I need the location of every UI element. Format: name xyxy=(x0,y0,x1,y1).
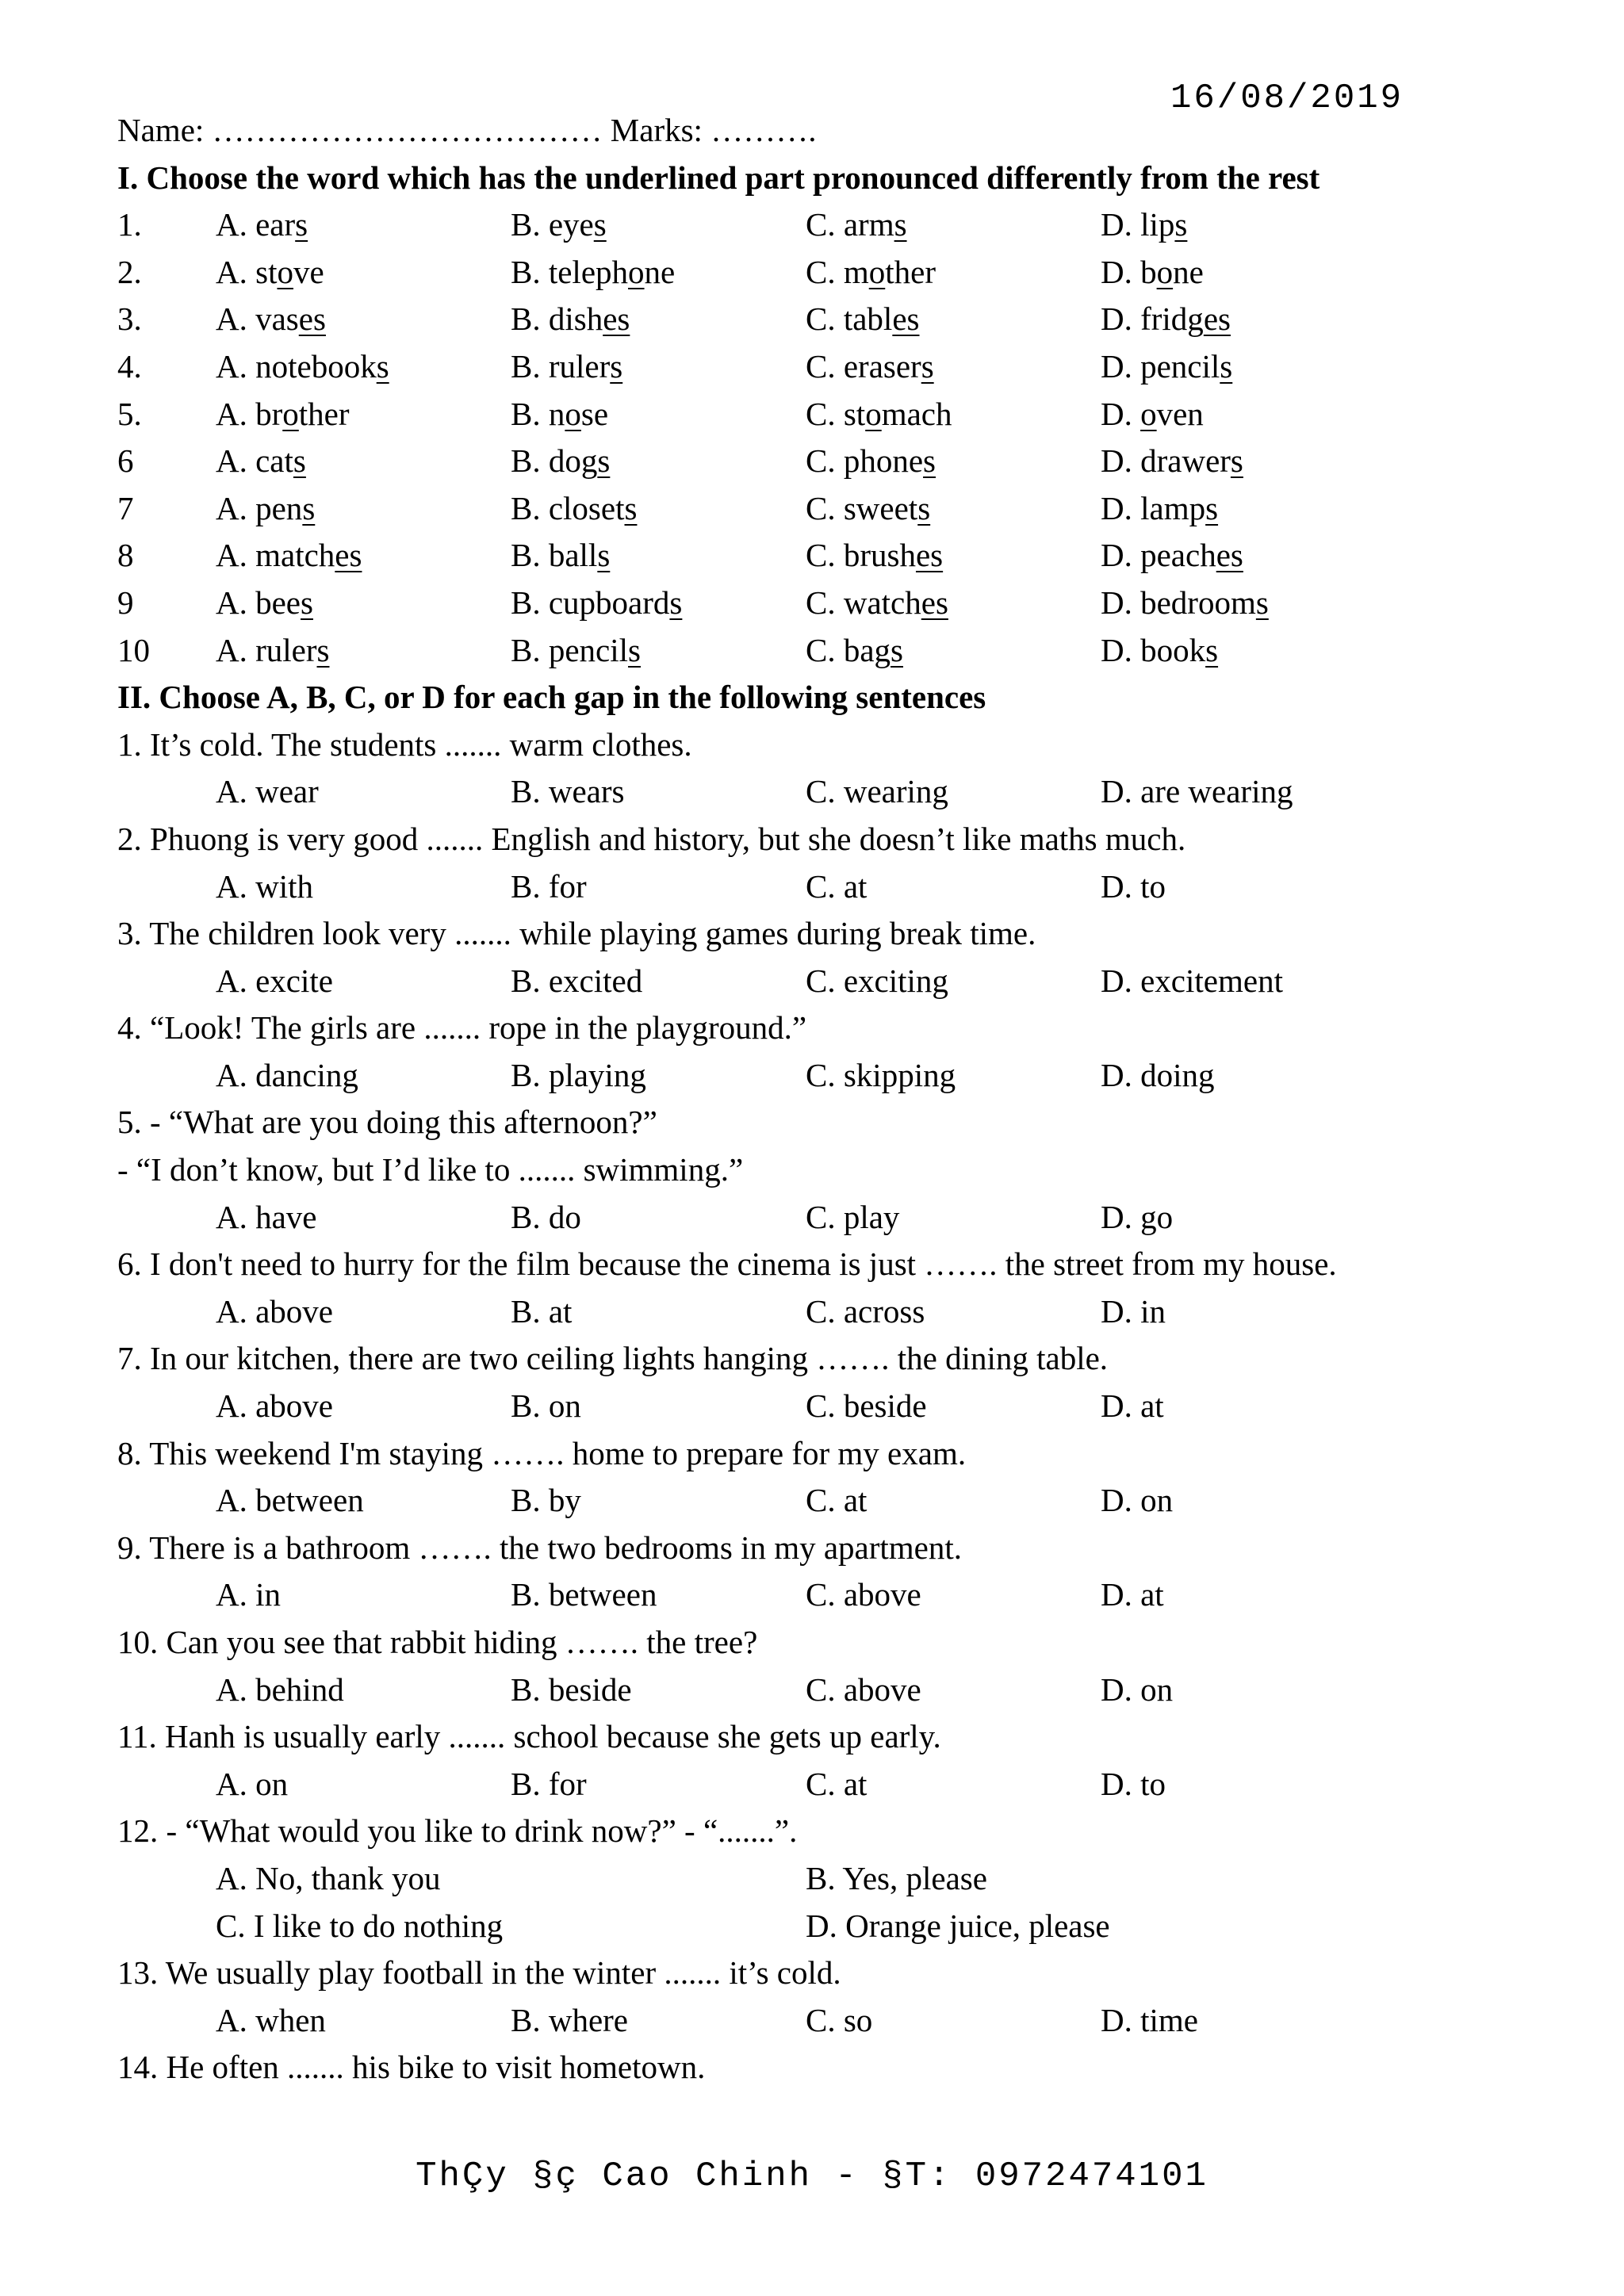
answer-option: A. between xyxy=(216,1482,364,1519)
answer-option xyxy=(806,391,952,438)
answer-option: D. in xyxy=(1101,1292,1166,1330)
option-text: C. tabl xyxy=(806,300,893,338)
underlined-part: o xyxy=(277,253,293,290)
answer-option: C. wearing xyxy=(806,773,948,810)
option-text: A. cat xyxy=(216,442,293,480)
options-row xyxy=(117,1761,1545,1808)
underlined-part: s xyxy=(293,442,306,480)
answer-option: D. on xyxy=(1101,1482,1174,1519)
answer-option: B. where xyxy=(511,2001,629,2038)
options-row xyxy=(117,1383,1545,1430)
question-text: 5. - “What are you doing this afternoon?” xyxy=(117,1104,657,1141)
section1-heading: I. Choose the word which has the underlined part pronounced differently from the rest xyxy=(117,159,1320,196)
option-text: C. bag xyxy=(806,631,891,668)
option-text: mach xyxy=(881,395,952,432)
underlined-part: es xyxy=(892,300,920,338)
option-text: A. match xyxy=(216,537,335,574)
answer-option xyxy=(511,438,610,485)
answer-option: B. playing xyxy=(511,1056,646,1093)
question-text: 6. I don't need to hurry for the film because the cinema is just ……. the street from my house. xyxy=(117,1246,1337,1283)
answer-option: C. exciting xyxy=(806,962,948,999)
underlined-part: o xyxy=(1140,395,1157,432)
option-text: B. ruler xyxy=(511,347,611,385)
option-text: B. closet xyxy=(511,489,625,526)
answer-option: A. wear xyxy=(216,773,319,810)
options-row xyxy=(117,768,1545,816)
question-text: 9. There is a bathroom ……. the two bedrooms in my apartment. xyxy=(117,1529,963,1566)
underlined-part: s xyxy=(923,442,936,480)
answer-option: D. at xyxy=(1101,1576,1164,1613)
question-text: 3. The children look very ....... while playing games during break time. xyxy=(117,915,1036,952)
answer-option xyxy=(216,391,350,438)
answer-option xyxy=(806,296,919,343)
question-text: 12. - “What would you like to drink now?” - “.......”. xyxy=(117,1812,798,1850)
answer-option: A. No, thank you xyxy=(216,1859,441,1896)
section2-heading: II. Choose A, B, C, or D for each gap in the following sentences xyxy=(117,679,986,716)
option-text: ther xyxy=(298,395,350,432)
underlined-part: s xyxy=(1230,442,1243,480)
option-text: D. lamp xyxy=(1101,489,1206,526)
underlined-part: es xyxy=(915,537,944,574)
option-text: A. bee xyxy=(216,584,301,621)
option-text: B. pencil xyxy=(511,631,629,668)
answer-option xyxy=(1101,296,1231,343)
worksheet-content xyxy=(117,107,1545,2091)
question-row xyxy=(117,438,1545,485)
options-row xyxy=(117,1288,1545,1336)
option-text: D. pencil xyxy=(1101,347,1220,385)
answer-option: C. play xyxy=(806,1198,900,1235)
answer-option xyxy=(216,627,329,675)
answer-option: D. are wearing xyxy=(1101,773,1293,810)
section2-questions xyxy=(117,721,1545,2091)
option-text: B. teleph xyxy=(511,253,629,290)
answer-option xyxy=(1101,343,1232,391)
option-text: D. lip xyxy=(1101,206,1175,243)
question-text: 11. Hanh is usually early ....... school because she gets up early. xyxy=(117,1718,941,1755)
option-text: C. st xyxy=(806,395,866,432)
answer-option: C. above xyxy=(806,1670,921,1708)
footer-credit: ThÇy §ç Cao Chinh - §T: 0972474101 xyxy=(416,2156,1208,2196)
answer-option: A. behind xyxy=(216,1670,344,1708)
answer-option: B. excited xyxy=(511,962,643,999)
option-text: D. drawer xyxy=(1101,442,1231,480)
answer-option: B. for xyxy=(511,867,587,905)
question-row xyxy=(117,391,1545,438)
option-text: C. arm xyxy=(806,206,894,243)
answer-option: B. for xyxy=(511,1765,587,1802)
answer-option: D. go xyxy=(1101,1198,1174,1235)
answer-option: B. wears xyxy=(511,773,625,810)
underlined-part: o xyxy=(868,253,886,290)
option-text: A. ruler xyxy=(216,631,317,668)
section1-items xyxy=(117,201,1545,674)
answer-option xyxy=(1101,201,1187,249)
underlined-part: s xyxy=(891,631,904,668)
answer-option: D. doing xyxy=(1101,1056,1215,1093)
answer-option xyxy=(806,438,936,485)
question-row xyxy=(117,296,1545,343)
answer-option xyxy=(806,249,936,297)
options-row xyxy=(117,1571,1545,1619)
question-row xyxy=(117,343,1545,391)
underlined-part: o xyxy=(628,253,645,290)
underlined-part: o xyxy=(1156,253,1174,290)
answer-option: B. Yes, please xyxy=(806,1859,987,1896)
option-text: A. notebook xyxy=(216,347,377,385)
underlined-part: es xyxy=(1216,537,1243,574)
option-text: ne xyxy=(644,253,676,290)
question-number: 9 xyxy=(117,584,134,621)
answer-option xyxy=(216,485,315,533)
name-marks-line: Name: ……………………………… Marks: ………. xyxy=(117,112,817,148)
option-text: se xyxy=(580,395,609,432)
underlined-part: s xyxy=(1174,206,1188,243)
underlined-part: s xyxy=(1205,489,1219,526)
answer-option: A. in xyxy=(216,1576,281,1613)
options-row xyxy=(117,1194,1545,1242)
answer-option xyxy=(1101,580,1269,627)
answer-option: D. excitement xyxy=(1101,962,1283,999)
option-text: C. brush xyxy=(806,537,916,574)
option-text: B. eye xyxy=(511,206,594,243)
answer-option: B. do xyxy=(511,1198,581,1235)
answer-option xyxy=(511,485,637,533)
options-row xyxy=(117,958,1545,1005)
answer-option: C. beside xyxy=(806,1387,927,1425)
answer-option: B. beside xyxy=(511,1670,632,1708)
underlined-part: s xyxy=(610,347,623,385)
answer-option: A. on xyxy=(216,1765,289,1802)
answer-option: A. dancing xyxy=(216,1056,358,1093)
underlined-part: s xyxy=(624,489,638,526)
question-text: 14. He often ....... his bike to visit hometown. xyxy=(117,2049,706,2086)
underlined-part: s xyxy=(917,489,931,526)
underlined-part: s xyxy=(1255,584,1269,621)
answer-option: D. to xyxy=(1101,867,1166,905)
answer-option xyxy=(216,343,389,391)
answer-option: C. at xyxy=(806,867,868,905)
option-text: A. br xyxy=(216,395,283,432)
underlined-part: es xyxy=(603,300,630,338)
answer-option xyxy=(216,296,326,343)
answer-option xyxy=(511,580,682,627)
options-row xyxy=(117,1855,1545,1903)
answer-option xyxy=(511,343,622,391)
option-text: D. book xyxy=(1101,631,1206,668)
option-text: D. fridg xyxy=(1101,300,1204,338)
underlined-part: es xyxy=(335,537,362,574)
underlined-part: es xyxy=(921,584,948,621)
question-row xyxy=(117,249,1545,297)
options-row xyxy=(117,1997,1545,2045)
options-row xyxy=(117,1903,1545,1950)
underlined-part: s xyxy=(1220,347,1233,385)
question-text: 7. In our kitchen, there are two ceiling lights hanging ……. the dining table. xyxy=(117,1340,1109,1377)
underlined-part: es xyxy=(298,300,326,338)
answer-option xyxy=(1101,438,1243,485)
question-number: 8 xyxy=(117,537,134,574)
option-text: C. eraser xyxy=(806,347,921,385)
question-text: - “I don’t know, but I’d like to ....... swimming.” xyxy=(117,1151,744,1188)
answer-option: A. with xyxy=(216,867,313,905)
answer-option xyxy=(1101,391,1204,438)
option-text: B. ball xyxy=(511,537,598,574)
option-text: ven xyxy=(1156,395,1204,432)
answer-option xyxy=(216,438,306,485)
options-row xyxy=(117,1052,1545,1100)
option-text: A. pen xyxy=(216,489,303,526)
option-text: C. phone xyxy=(806,442,924,480)
answer-option xyxy=(511,532,610,580)
answer-option: B. at xyxy=(511,1292,573,1330)
underlined-part: s xyxy=(593,206,607,243)
answer-option xyxy=(511,296,630,343)
question-row xyxy=(117,485,1545,533)
answer-option: A. above xyxy=(216,1387,334,1425)
answer-option: C. across xyxy=(806,1292,925,1330)
answer-option xyxy=(806,485,930,533)
question-text: 8. This weekend I'm staying ……. home to prepare for my exam. xyxy=(117,1434,967,1471)
answer-option: D. time xyxy=(1101,2001,1198,2038)
option-text: D. peach xyxy=(1101,537,1216,574)
underlined-part: s xyxy=(628,631,641,668)
option-text: D. bedroom xyxy=(1101,584,1256,621)
underlined-part: s xyxy=(316,631,330,668)
option-text: ve xyxy=(293,253,324,290)
underlined-part: o xyxy=(565,395,581,432)
answer-option xyxy=(806,627,903,675)
answer-option xyxy=(511,201,607,249)
question-number: 6 xyxy=(117,442,134,480)
option-text: C. sweet xyxy=(806,489,918,526)
answer-option: C. at xyxy=(806,1482,868,1519)
answer-option xyxy=(511,627,641,675)
answer-option: D. to xyxy=(1101,1765,1166,1802)
option-text: C. watch xyxy=(806,584,921,621)
question-text: 10. Can you see that rabbit hiding ……. the tree? xyxy=(117,1624,758,1660)
question-text: 2. Phuong is very good ....... English and history, but she doesn’t like maths much. xyxy=(117,820,1186,857)
question-text: 4. “Look! The girls are ....... rope in the playground.” xyxy=(117,1009,807,1047)
answer-option xyxy=(1101,249,1204,297)
question-row xyxy=(117,627,1545,675)
question-number: 2. xyxy=(117,253,142,290)
option-text: ther xyxy=(885,253,936,290)
underlined-part: s xyxy=(301,584,313,621)
option-text: A. st xyxy=(216,253,278,290)
underlined-part: s xyxy=(1205,631,1219,668)
underlined-part: s xyxy=(295,206,308,243)
question-number: 5. xyxy=(117,395,142,432)
option-text: A. ear xyxy=(216,206,296,243)
answer-option: A. when xyxy=(216,2001,326,2038)
answer-option: B. by xyxy=(511,1482,581,1519)
option-text: D. xyxy=(1101,395,1141,432)
option-text: D. b xyxy=(1101,253,1157,290)
date-stamp: 16/08/2019 xyxy=(1170,78,1404,118)
option-text: A. vas xyxy=(216,300,299,338)
answer-option: B. on xyxy=(511,1387,581,1425)
underlined-part: o xyxy=(282,395,299,432)
option-text: ne xyxy=(1173,253,1204,290)
options-row xyxy=(117,1667,1545,1714)
answer-option xyxy=(216,201,308,249)
underlined-part: s xyxy=(376,347,389,385)
answer-option: C. so xyxy=(806,2001,873,2038)
answer-option xyxy=(511,249,675,297)
answer-option xyxy=(806,201,907,249)
underlined-part: s xyxy=(597,537,611,574)
answer-option xyxy=(806,343,934,391)
question-number: 7 xyxy=(117,489,134,526)
answer-option xyxy=(216,580,313,627)
option-text: B. dish xyxy=(511,300,603,338)
underlined-part: s xyxy=(302,489,316,526)
answer-option xyxy=(806,532,943,580)
answer-option: D. Orange juice, please xyxy=(806,1907,1110,1944)
answer-option: C. above xyxy=(806,1576,921,1613)
option-text: C. m xyxy=(806,253,869,290)
answer-option: A. have xyxy=(216,1198,317,1235)
question-number: 3. xyxy=(117,300,142,338)
question-number: 1. xyxy=(117,206,142,243)
options-row xyxy=(117,863,1545,911)
underlined-part: s xyxy=(921,347,934,385)
question-row xyxy=(117,532,1545,580)
answer-option xyxy=(216,249,324,297)
answer-option xyxy=(806,580,948,627)
answer-option: D. on xyxy=(1101,1670,1174,1708)
underlined-part: es xyxy=(1203,300,1231,338)
options-row xyxy=(117,1477,1545,1525)
answer-option: C. I like to do nothing xyxy=(216,1907,504,1944)
answer-option: B. between xyxy=(511,1576,657,1613)
answer-option xyxy=(216,532,362,580)
answer-option: C. skipping xyxy=(806,1056,956,1093)
question-text: 13. We usually play football in the winter ....... it’s cold. xyxy=(117,1954,841,1992)
answer-option xyxy=(1101,532,1243,580)
question-number: 4. xyxy=(117,347,142,385)
question-text: 1. It’s cold. The students ....... warm clothes. xyxy=(117,725,692,763)
option-text: B. cupboard xyxy=(511,584,670,621)
answer-option xyxy=(511,391,608,438)
underlined-part: o xyxy=(865,395,882,432)
question-row xyxy=(117,201,1545,249)
option-text: B. n xyxy=(511,395,565,432)
answer-option: A. above xyxy=(216,1292,334,1330)
underlined-part: s xyxy=(597,442,611,480)
option-text: B. dog xyxy=(511,442,598,480)
underlined-part: s xyxy=(669,584,683,621)
answer-option: A. excite xyxy=(216,962,333,999)
underlined-part: s xyxy=(894,206,907,243)
answer-option xyxy=(1101,627,1218,675)
answer-option: C. at xyxy=(806,1765,868,1802)
question-row xyxy=(117,580,1545,627)
answer-option: D. at xyxy=(1101,1387,1164,1425)
question-number: 10 xyxy=(117,631,150,668)
answer-option xyxy=(1101,485,1218,533)
